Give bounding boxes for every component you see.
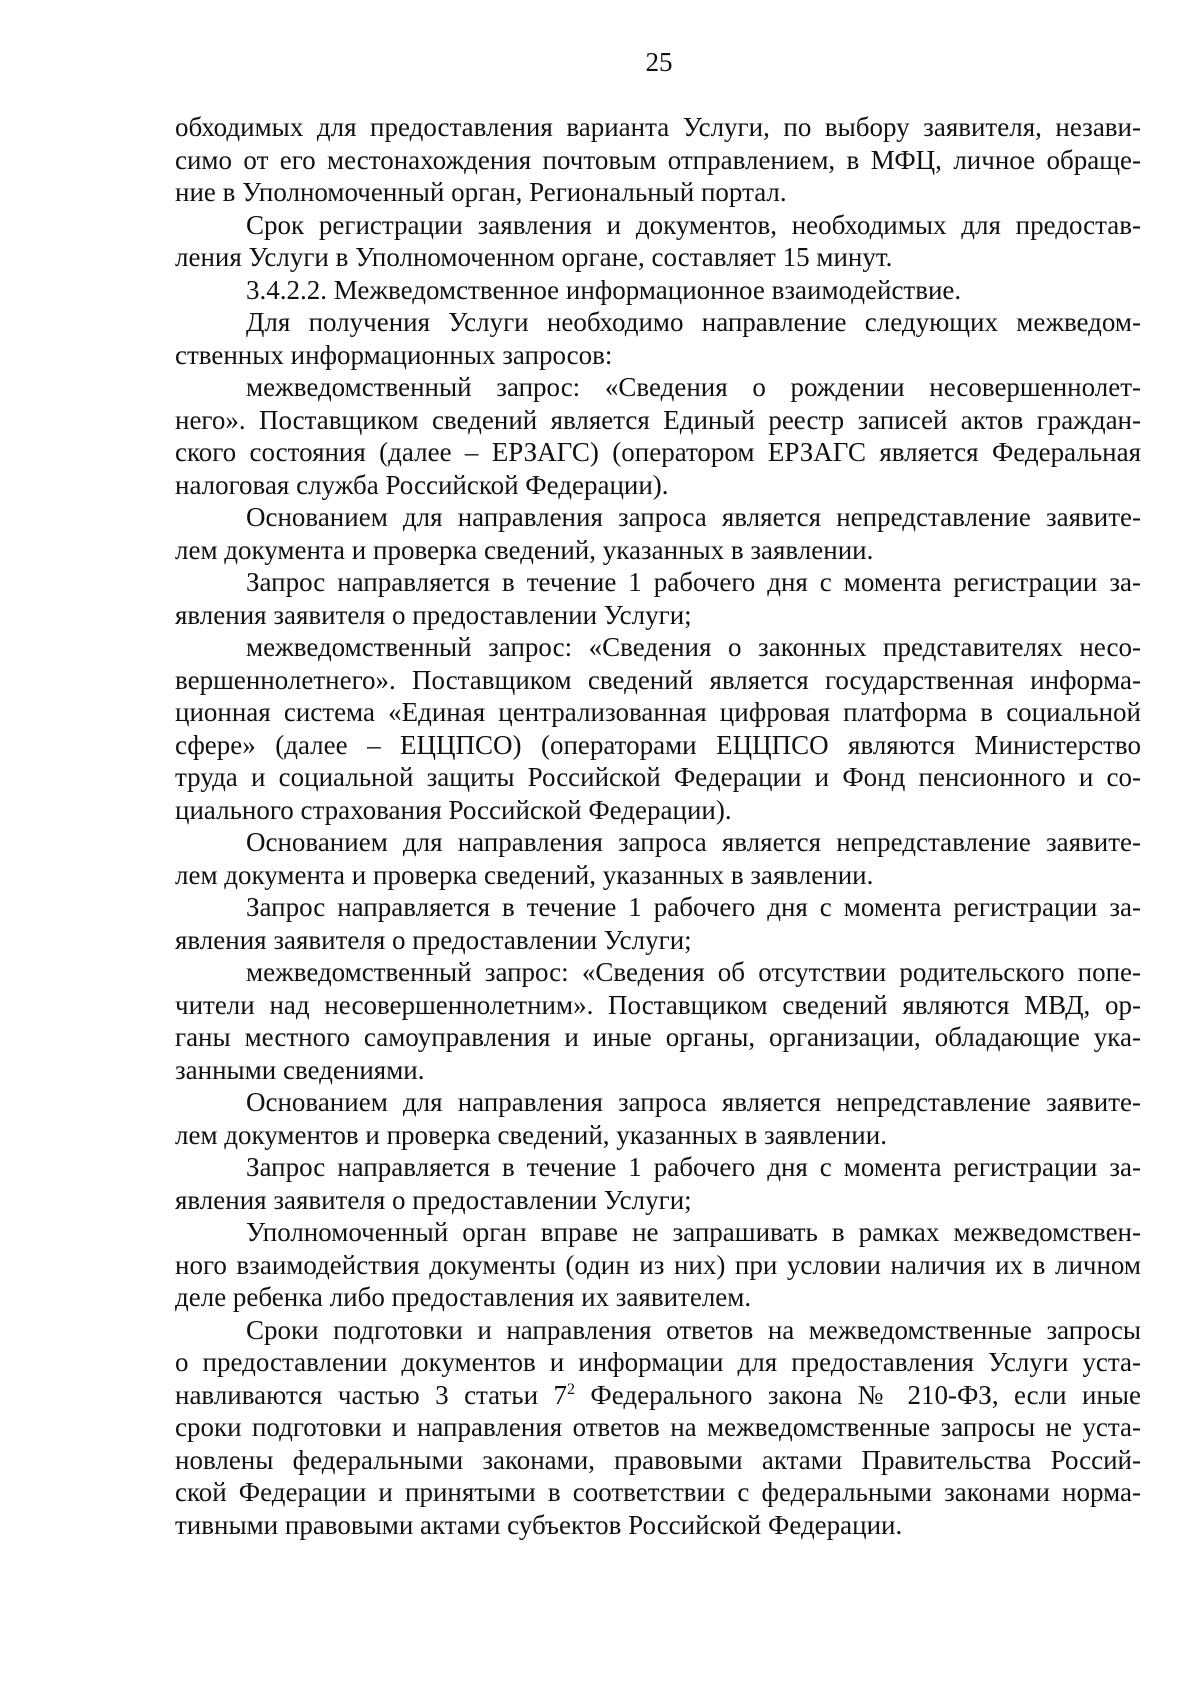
text-line: межведомственный запрос: «Сведения о рождении несовершеннолет- <box>246 372 1141 402</box>
text-line: явления заявителя о предоставлении Услуги; <box>175 1184 692 1215</box>
text-line: межведомственный запрос: «Сведения о законных представителях несо- <box>246 632 1141 662</box>
text-line: сроки подготовки и направления ответов на межведомственные запросы не уста- <box>175 1412 1141 1442</box>
text-line: ного взаимодействия документы (один из них) при условии наличия их в личном <box>175 1249 1141 1280</box>
text-line: новлены федеральными законами, правовыми актами Правительства Россий- <box>175 1444 1141 1475</box>
text-line: чители над несовершеннолетним». Поставщиком сведений являются МВД, ор- <box>175 989 1141 1020</box>
text-line: ние в Уполномоченный орган, Региональный портал. <box>175 177 787 207</box>
text-line: занными сведениями. <box>175 1054 425 1085</box>
text-line: 3.4.2.2. Межведомственное информационное взаимодействие. <box>246 274 962 305</box>
text-line: обходимых для предоставления варианта Услуги, по выбору заявителя, незави- <box>175 112 1141 142</box>
text-line: межведомственный запрос: «Сведения об отсутствии родительского попе- <box>246 957 1141 987</box>
text-line: ского состояния (далее – ЕРЗАГС) (оператором ЕРЗАГС является Федеральная <box>175 437 1141 467</box>
document-body <box>175 111 1141 1541</box>
text-line: циального страхования Российской Федерации). <box>175 794 732 825</box>
text-line: Срок регистрации заявления и документов, необходимых для предостав- <box>246 209 1141 240</box>
text-line: Основанием для направления запроса является непредставление заявите- <box>246 502 1141 532</box>
text-line: труда и социальной защиты Российской Федерации и Фонд пенсионного и со- <box>175 762 1141 792</box>
text-line: ганы местного самоуправления и иные органы, организации, обладающие ука- <box>175 1022 1141 1052</box>
text-line: Запрос направляется в течение 1 рабочего дня с момента регистрации за- <box>246 892 1141 922</box>
text-line: Основанием для направления запроса является непредставление заявите- <box>246 827 1141 857</box>
text-line: лем документа и проверка сведений, указанных в заявлении. <box>175 859 874 890</box>
page-number: 25 <box>645 47 673 77</box>
text-line: ственных информационных запросов: <box>175 339 613 370</box>
text-line: Запрос направляется в течение 1 рабочего дня с момента регистрации за- <box>246 567 1141 597</box>
text-line: ления Услуги в Уполномоченном органе, составляет 15 минут. <box>175 242 893 272</box>
text-line: ционная система «Единая централизованная цифровая платформа в социальной <box>175 697 1141 727</box>
text-segment: навливаются частью 3 статьи 7 <box>175 1379 567 1410</box>
text-line: налоговая служба Российской Федерации). <box>175 469 669 500</box>
text-line: лем документа и проверка сведений, указанных в заявлении. <box>175 534 874 565</box>
text-line: Сроки подготовки и направления ответов на межведомственные запросы <box>246 1314 1141 1345</box>
text-line: о предоставлении документов и информации для предоставления Услуги уста- <box>175 1347 1141 1377</box>
text-line: сфере» (далее – ЕЦЦПСО) (операторами ЕЦЦПСО являются Министерство <box>175 729 1141 760</box>
text-line: деле ребенка либо предоставления их заявителем. <box>175 1282 752 1312</box>
text-line: Уполномоченный орган вправе не запрашивать в рамках межведомствен- <box>246 1217 1141 1247</box>
text-line: ской Федерации и принятыми в соответствии с федеральными законами норма- <box>175 1477 1141 1507</box>
text-segment: Федерального закона № 210-ФЗ, если иные <box>574 1379 1141 1410</box>
text-line: него». Поставщиком сведений является Единый реестр записей актов граждан- <box>175 404 1141 435</box>
superscript: 2 <box>566 1380 575 1398</box>
text-line: явления заявителя о предоставлении Услуги; <box>175 599 692 630</box>
text-line: явления заявителя о предоставлении Услуги; <box>175 924 692 955</box>
text-line: Для получения Услуги необходимо направление следующих межведом- <box>246 307 1141 337</box>
text-line: лем документов и проверка сведений, указанных в заявлении. <box>175 1119 887 1150</box>
text-line: тивными правовыми актами субъектов Российской Федерации. <box>175 1509 903 1540</box>
text-line: вершеннолетнего». Поставщиком сведений является государственная информа- <box>175 664 1141 695</box>
text-line: симо от его местонахождения почтовым отправлением, в МФЦ, личное обраще- <box>175 144 1141 175</box>
text-line: Запрос направляется в течение 1 рабочего дня с момента регистрации за- <box>246 1152 1141 1182</box>
text-line <box>175 1379 1141 1412</box>
text-line: Основанием для направления запроса является непредставление заявите- <box>246 1087 1141 1117</box>
